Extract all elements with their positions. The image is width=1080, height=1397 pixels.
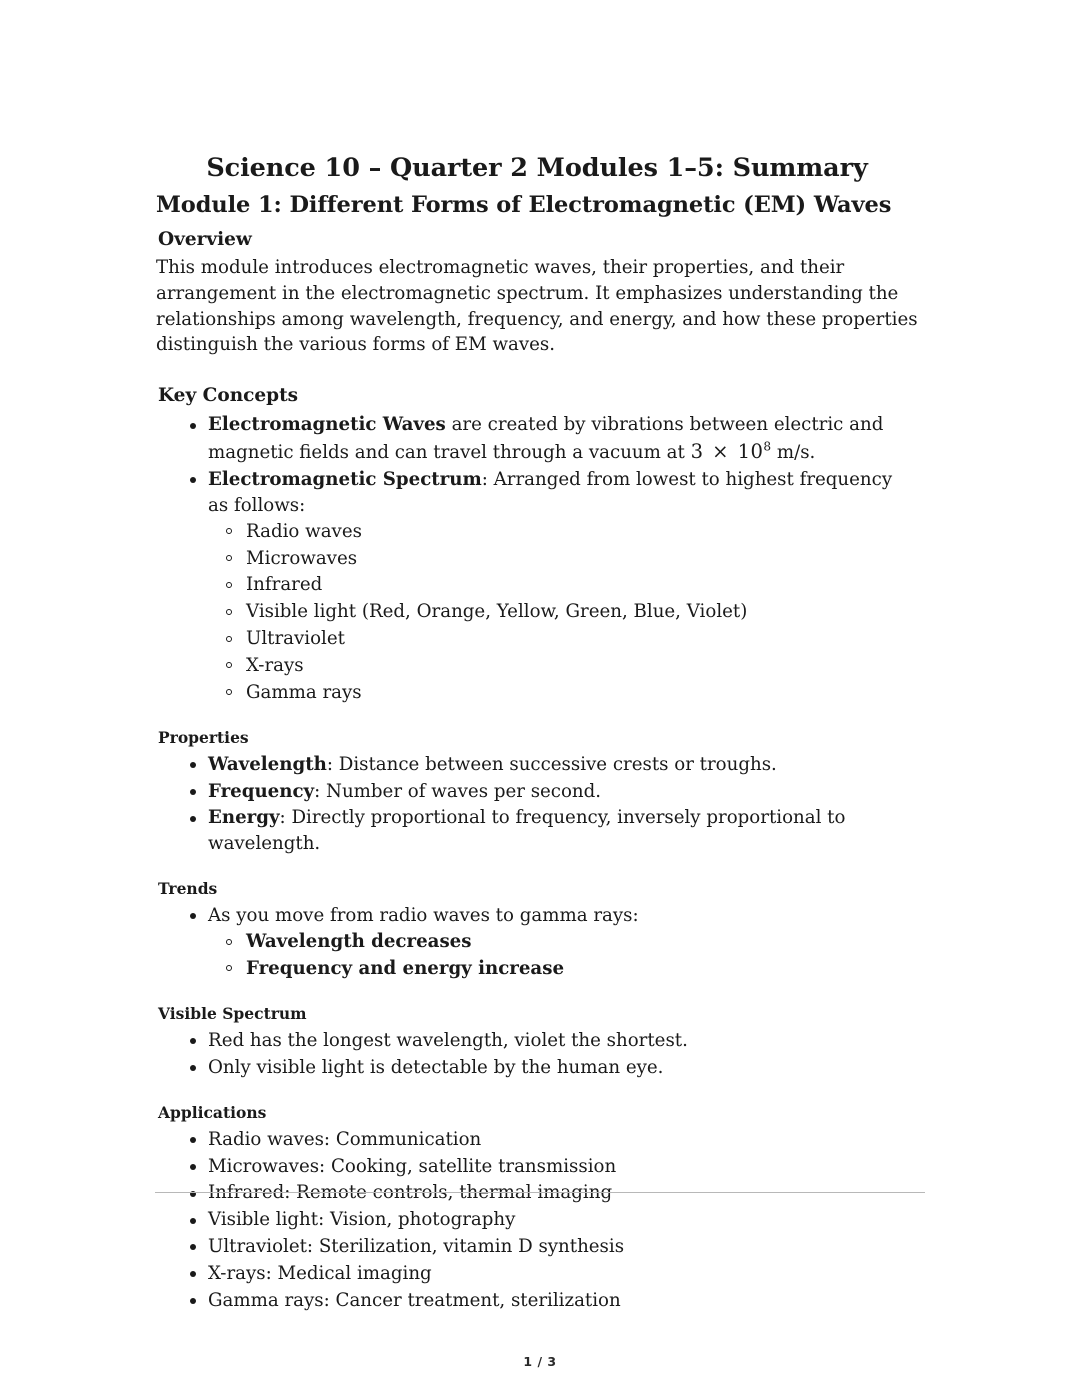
- property-term: Wavelength: [208, 753, 327, 775]
- trend-item-label: Wavelength decreases: [246, 931, 472, 953]
- math-coefficient: 3: [690, 440, 704, 464]
- list-item: [208, 680, 918, 706]
- list-item: [156, 1180, 918, 1206]
- circle-bullet-icon: [226, 555, 232, 561]
- list-item: [208, 626, 918, 652]
- math-power-base: 10: [737, 440, 764, 464]
- disc-bullet-icon: [190, 1244, 196, 1250]
- property-rest: : Directly proportional to frequency, inversely proportional to wavelength.: [208, 807, 846, 855]
- list-item: [156, 1055, 918, 1081]
- list-item: [156, 1127, 918, 1153]
- list-item: [156, 1288, 918, 1314]
- list-item: [156, 1261, 918, 1287]
- trends-heading: Trends: [158, 879, 218, 899]
- property-rest: : Number of waves per second.: [314, 780, 602, 802]
- em-spectrum-term: Electromagnetic Spectrum: [208, 469, 482, 491]
- application-item-label: Gamma rays: Cancer treatment, sterilization: [208, 1289, 621, 1311]
- disc-bullet-icon: [190, 789, 196, 795]
- circle-bullet-icon: [226, 528, 232, 534]
- list-item: [156, 903, 918, 982]
- application-item-label: Ultraviolet: Sterilization, vitamin D synthesis: [208, 1236, 625, 1258]
- footer-divider: [155, 1192, 925, 1193]
- properties-list: [156, 752, 918, 857]
- overview-paragraph: This module introduces electromagnetic waves, their properties, and their arrangement in the electromagnetic spectrum. It emphasizes understanding the relationships among wavelength, frequency, and energy, and how these properties distinguish the various forms of EM waves.: [156, 256, 918, 356]
- disc-bullet-icon: [190, 1038, 196, 1044]
- property-term: Frequency: [208, 780, 315, 802]
- disc-bullet-icon: [190, 1218, 196, 1224]
- list-item: [156, 752, 918, 778]
- list-item: [156, 1154, 918, 1180]
- list-item: [156, 1028, 918, 1054]
- list-item: [208, 572, 918, 598]
- em-spectrum-sublist: [208, 519, 918, 706]
- applications-heading: Applications: [158, 1102, 267, 1122]
- document-content: [156, 152, 918, 1315]
- page-title: Science 10 – Quarter 2 Modules 1–5: Summary: [206, 153, 868, 183]
- trends-lead: As you move from radio waves to gamma rays:: [208, 905, 639, 927]
- application-item-label: X-rays: Medical imaging: [208, 1263, 432, 1284]
- trend-item-label: Frequency and energy increase: [246, 957, 565, 979]
- disc-bullet-icon: [190, 816, 196, 822]
- list-item-em-waves: [156, 412, 918, 466]
- property-rest: : Distance between successive crests or troughs.: [326, 753, 777, 775]
- list-item: [208, 929, 918, 955]
- disc-bullet-icon: [190, 1137, 196, 1143]
- disc-bullet-icon: [190, 477, 196, 483]
- disc-bullet-icon: [190, 1271, 196, 1277]
- circle-bullet-icon: [226, 662, 232, 668]
- circle-bullet-icon: [226, 939, 232, 945]
- visible-spectrum-item-label: Only visible light is detectable by the human eye.: [208, 1056, 664, 1078]
- em-waves-term: Electromagnetic Waves: [208, 414, 446, 436]
- application-item-label: Radio waves: Communication: [208, 1128, 482, 1150]
- list-item: [208, 956, 918, 982]
- key-concepts-list: [156, 412, 918, 705]
- em-waves-text-after-math: m/s.: [771, 442, 816, 464]
- disc-bullet-icon: [190, 1065, 196, 1071]
- visible-spectrum-item-label: Red has the longest wavelength, violet the shortest.: [208, 1029, 688, 1051]
- math-exponent: 8: [763, 439, 772, 454]
- math-times-symbol: ×: [712, 440, 729, 464]
- list-item: [156, 1207, 918, 1233]
- em-spectrum-rest: : Arranged from lowest to highest frequency as follows:: [208, 469, 893, 516]
- page-number: 1 / 3: [523, 1354, 557, 1369]
- disc-bullet-icon: [190, 1164, 196, 1170]
- spectrum-item-label: Microwaves: [246, 547, 358, 569]
- visible-spectrum-list: [156, 1028, 918, 1081]
- spectrum-item-label: X-rays: [246, 654, 304, 676]
- list-item: [208, 546, 918, 572]
- overview-heading: Overview: [158, 228, 252, 250]
- spectrum-item-label: Ultraviolet: [246, 628, 345, 650]
- application-item-label: Visible light: Vision, photography: [208, 1209, 516, 1231]
- trends-sublist: [208, 929, 918, 982]
- circle-bullet-icon: [226, 609, 232, 615]
- applications-list: [156, 1127, 918, 1314]
- list-item: [208, 519, 918, 545]
- circle-bullet-icon: [226, 582, 232, 588]
- spectrum-item-label: Gamma rays: [246, 681, 362, 703]
- property-term: Energy: [208, 807, 280, 829]
- list-item-em-spectrum: [156, 467, 918, 706]
- disc-bullet-icon: [190, 762, 196, 768]
- application-item-label: Microwaves: Cooking, satellite transmission: [208, 1155, 617, 1177]
- em-waves-text-before-math: are created by vibrations between electric and magnetic fields and can travel through a vacuum at: [208, 414, 884, 464]
- module-heading: Module 1: Different Forms of Electromagnetic (EM) Waves: [156, 191, 892, 218]
- list-item: [156, 1234, 918, 1260]
- disc-bullet-icon: [190, 913, 196, 919]
- circle-bullet-icon: [226, 689, 232, 695]
- spectrum-item-label: Infrared: [246, 574, 323, 596]
- circle-bullet-icon: [226, 636, 232, 642]
- speed-of-light-math: [691, 440, 771, 463]
- disc-bullet-icon: [190, 423, 196, 429]
- list-item: [156, 779, 918, 805]
- key-concepts-heading: Key Concepts: [158, 385, 299, 407]
- spectrum-item-label: Radio waves: [246, 520, 362, 542]
- circle-bullet-icon: [226, 965, 232, 971]
- list-item: [208, 653, 918, 679]
- disc-bullet-icon: [190, 1298, 196, 1304]
- properties-heading: Properties: [158, 727, 249, 747]
- list-item: [208, 599, 918, 625]
- list-item: [156, 805, 918, 857]
- trends-list: [156, 903, 918, 982]
- spectrum-item-label: Visible light (Red, Orange, Yellow, Green, Blue, Violet): [246, 601, 748, 623]
- application-item-label: Infrared: Remote controls, thermal imaging: [208, 1182, 613, 1204]
- visible-spectrum-heading: Visible Spectrum: [158, 1003, 307, 1023]
